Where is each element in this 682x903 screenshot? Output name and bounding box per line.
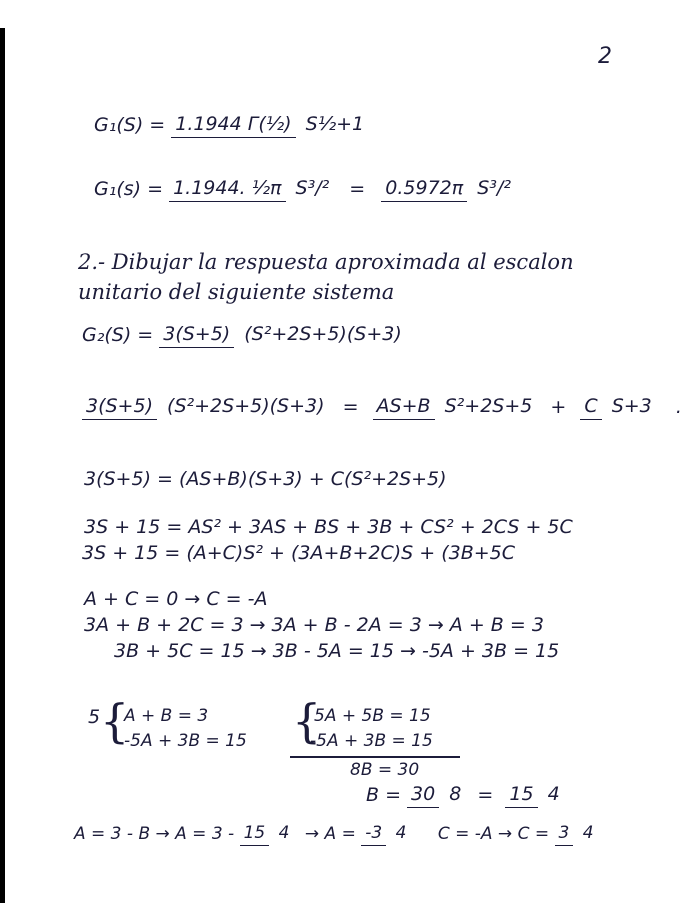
numerator: C xyxy=(580,397,601,420)
final-solution-line xyxy=(74,822,598,846)
plus-sign: + xyxy=(550,395,567,418)
equation-lhs: G₂(S) = xyxy=(82,323,154,346)
system-multiplier: 5 xyxy=(88,706,101,728)
fraction xyxy=(580,394,655,420)
equation-lhs: B = xyxy=(366,783,401,806)
right-system-brace-icon: { xyxy=(292,694,322,748)
denominator: S³/² xyxy=(295,177,330,199)
denominator: (S²+2S+5)(S+3) xyxy=(167,395,325,417)
system-left-row-1: A + B = 3 xyxy=(124,706,209,726)
system-left-row-2: -5A + 3B = 15 xyxy=(124,731,247,751)
denominator: 4 xyxy=(582,823,594,843)
fraction xyxy=(240,822,294,846)
sum-underline xyxy=(290,756,460,758)
equation-g2 xyxy=(82,322,406,348)
system-right-row-1: 5A + 5B = 15 xyxy=(314,706,431,726)
fraction xyxy=(171,112,368,138)
expansion-line-3: 3S + 15 = (A+C)S² + (3A+B+2C)S + (3B+5C xyxy=(82,542,516,564)
denominator: S³/² xyxy=(477,177,511,199)
equals-sign: = xyxy=(342,395,359,418)
equation-g1-simplified xyxy=(94,176,515,202)
denominator: 4 xyxy=(395,823,407,843)
final-part-1: A = 3 - B → A = 3 - xyxy=(74,824,235,844)
equals-sign: = xyxy=(477,783,494,806)
numerator: 1.1944. ½π xyxy=(169,179,285,202)
denominator: 8 xyxy=(449,783,462,805)
numerator: 1.1944 Γ(½) xyxy=(171,115,295,138)
fraction xyxy=(361,822,410,846)
page-number: 2 xyxy=(598,44,612,69)
fraction xyxy=(82,394,329,420)
denominator: S½+1 xyxy=(305,113,365,135)
trailing-dot: . xyxy=(675,395,682,418)
final-part-2: → A = xyxy=(304,824,356,844)
expansion-line-1: 3(S+5) = (AS+B)(S+3) + C(S²+2S+5) xyxy=(84,468,447,490)
denominator: S²+2S+5 xyxy=(444,395,533,417)
fraction xyxy=(505,782,563,808)
numerator: 0.5972π xyxy=(381,179,467,202)
problem-statement-line-1: 2.- Dibujar la respuesta aproximada al escalon xyxy=(78,250,574,274)
numerator: AS+B xyxy=(373,397,435,420)
coefficient-line-2: 3A + B + 2C = 3 → 3A + B - 2A = 3 → A + B = 3 xyxy=(84,614,544,636)
page-edge-shadow xyxy=(0,28,5,903)
denominator: (S²+2S+5)(S+3) xyxy=(244,323,402,345)
coefficient-line-1: A + C = 0 → C = -A xyxy=(84,588,268,610)
system-right-row-2: -5A + 3B = 15 xyxy=(310,731,433,751)
final-part-3: C = -A → C = xyxy=(437,824,550,844)
numerator: 30 xyxy=(407,785,439,808)
equation-partial-fractions xyxy=(82,394,682,420)
equals-sign: = xyxy=(349,177,366,200)
b-result xyxy=(366,782,564,808)
system-sum: 8B = 30 xyxy=(350,760,420,780)
fraction xyxy=(555,822,598,846)
numerator: 3(S+5) xyxy=(159,325,234,348)
fraction xyxy=(373,394,537,420)
denominator: 4 xyxy=(278,823,290,843)
numerator: 15 xyxy=(240,825,270,846)
problem-statement-line-2: unitario del siguiente sistema xyxy=(78,280,395,304)
numerator: 3 xyxy=(555,825,574,846)
fraction xyxy=(407,782,465,808)
denominator: 4 xyxy=(547,783,560,805)
numerator: 15 xyxy=(505,785,537,808)
fraction xyxy=(159,322,406,348)
denominator: S+3 xyxy=(611,395,652,417)
equation-lhs: G₁(S) = xyxy=(94,113,166,136)
expansion-line-2: 3S + 15 = AS² + 3AS + BS + 3B + CS² + 2CS + 5C xyxy=(84,516,573,538)
fraction xyxy=(169,176,333,202)
coefficient-line-3: 3B + 5C = 15 → 3B - 5A = 15 → -5A + 3B = 15 xyxy=(114,640,560,662)
numerator: 3(S+5) xyxy=(82,397,157,420)
numerator: -3 xyxy=(361,825,386,846)
left-brace-icon: { xyxy=(100,694,130,748)
equation-lhs: G₁(s) = xyxy=(94,177,164,200)
equation-g1-gamma xyxy=(94,112,368,138)
fraction xyxy=(381,176,515,202)
